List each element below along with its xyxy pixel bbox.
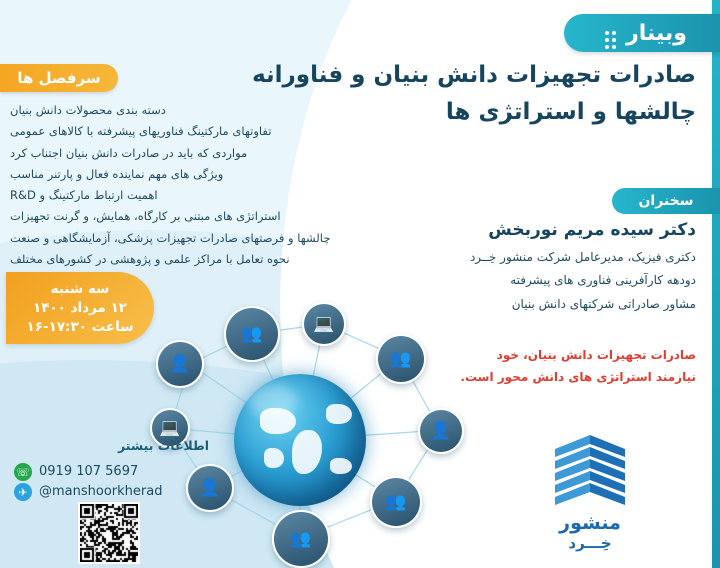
brand-logo	[520, 433, 660, 552]
people-bubble: 👤	[156, 340, 204, 388]
list-item: اهمیت ارتباط مارکتینگ و R&D	[10, 188, 158, 203]
manshoor-kherad-logo-icon	[547, 433, 633, 509]
list-item: استراتژی های مبتنی بر کارگاه، همایش، و گرنت تجهیزات	[10, 209, 281, 224]
speaker-ribbon	[612, 188, 720, 214]
global-network-graphic	[150, 300, 480, 568]
webinar-label: وبینار	[626, 20, 687, 46]
quote-line-1: صادرات تجهیزات دانش بنیان، خود	[496, 348, 696, 362]
speaker-credential: دودهه کارآفرینی فناوری های پیشرفته	[510, 273, 696, 288]
contact-telegram[interactable]	[14, 482, 224, 502]
whatsapp-icon: ☏	[14, 463, 32, 481]
speaker-ribbon-label: سخنران	[638, 193, 694, 209]
topics-ribbon	[0, 64, 118, 92]
speaker-credential: مشاور صادراتی شرکتهای دانش بنیان	[511, 296, 696, 311]
qr-code-icon[interactable]	[78, 502, 140, 564]
logo-name: منشور	[559, 512, 621, 535]
people-bubble: 👤	[418, 408, 464, 454]
date-weekday: سه شنبه	[50, 280, 110, 297]
contact-phone: 0919 107 5697	[39, 464, 139, 479]
date-time: ساعت ۱۷:۳۰-۱۶	[26, 319, 134, 336]
people-bubble: 👥	[224, 306, 280, 362]
date-value: ۱۲ مرداد ۱۴۰۰	[32, 299, 128, 316]
topics-ribbon-label: سرفصل ها	[17, 69, 101, 87]
list-item: چالشها و فرصتهای صادرات تجهیزات پزشکی، آزمایشگاهی و صنعت	[10, 230, 331, 245]
people-bubble: 👥	[376, 334, 426, 384]
date-badge	[6, 272, 154, 344]
background-teal-strip	[712, 0, 720, 568]
list-item: مواردی که باید در صادرات دانش بنیان اجتناب کرد	[10, 145, 248, 160]
list-item: نحوه تعامل با مراکز علمی و پژوهشی در کشورهای مختلف	[10, 251, 290, 266]
title-line-2: چالشها و استراتژی ها	[445, 98, 696, 125]
contact-telegram-handle: @manshoorkherad	[39, 484, 163, 500]
speaker-credential: دکتری فیزیک، مدیرعامل شرکت منشور خِــرد	[469, 250, 696, 264]
people-bubble: 💻	[150, 408, 190, 448]
logo-subname: خِـــرد	[568, 534, 612, 552]
people-bubble: 👥	[370, 476, 422, 528]
contact-block	[14, 462, 224, 502]
people-bubble: 👤	[186, 464, 234, 512]
more-info-label: اطلاعات بیشتر	[118, 438, 210, 453]
people-bubble: 👥	[272, 510, 330, 568]
webinar-ribbon	[564, 14, 720, 52]
list-item: تفاوتهای مارکتینگ فناوریهای پیشرفته با کالاهای عمومی	[10, 124, 272, 139]
speaker-name: دکتر سیده مریم نوربخش	[488, 220, 696, 240]
telegram-icon: ✈	[14, 483, 32, 501]
list-item: ویژگی های مهم نماینده فعال و پارتنر مناسب	[10, 166, 224, 181]
contact-whatsapp[interactable]	[14, 462, 224, 482]
title-line-1: صادرات تجهیزات دانش بنیان و فناورانه	[252, 62, 696, 88]
globe-icon	[234, 374, 366, 506]
list-item: دسته بندی محصولات دانش بنیان	[10, 103, 166, 117]
people-bubble: 💻	[302, 302, 346, 346]
dots-grid-icon	[605, 31, 616, 35]
quote-line-2: نیازمند استراتژی های دانش محور است.	[460, 369, 696, 384]
